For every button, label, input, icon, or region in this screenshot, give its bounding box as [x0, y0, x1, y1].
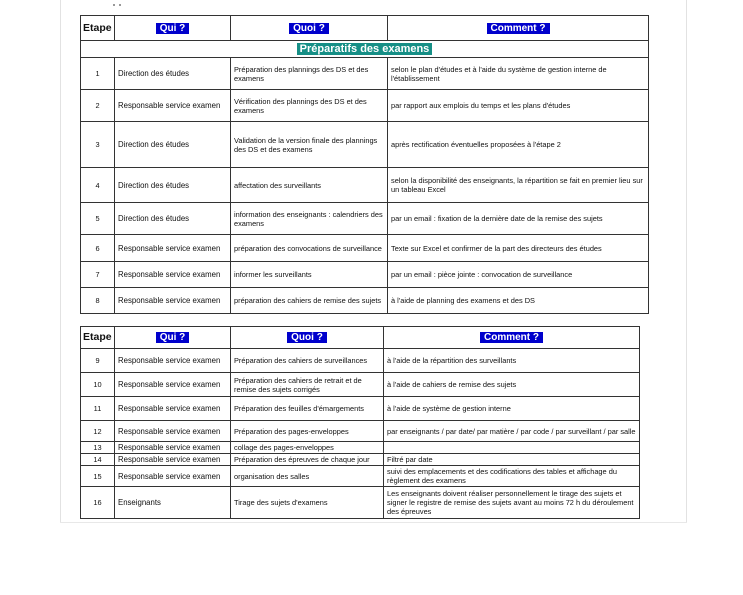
qui-cell: Responsable service examen — [115, 349, 231, 373]
table-row — [81, 442, 640, 454]
comment-cell: Les enseignants doivent réaliser personnellement le tirage des sujets et signer le registre de remise des sujets avant au moins 72 h du déroulement des épreuves — [384, 487, 640, 519]
qui-cell: Responsable service examen — [115, 262, 231, 288]
quoi-cell: affectation des surveillants — [231, 168, 388, 203]
page-bottom-edge — [60, 522, 687, 523]
comment-cell: à l'aide de cahiers de remise des sujets — [384, 373, 640, 397]
table-header-row — [81, 327, 640, 349]
qui-cell: Responsable service examen — [115, 373, 231, 397]
qui-cell: Responsable service examen — [115, 442, 231, 454]
table-row — [81, 373, 640, 397]
comment-cell — [384, 442, 640, 454]
header-qui: Qui ? — [115, 327, 231, 349]
quoi-cell: Préparation des cahiers de surveillances — [231, 349, 384, 373]
header-etape: Etape — [81, 16, 115, 41]
qui-cell: Responsable service examen — [115, 454, 231, 466]
comment-cell: Filtré par date — [384, 454, 640, 466]
table-header-row — [81, 16, 649, 41]
table-preparatifs-suite — [80, 326, 640, 519]
etape-cell: 13 — [81, 442, 115, 454]
table-row — [81, 288, 649, 314]
comment-cell: à l'aide de système de gestion interne — [384, 397, 640, 421]
header-comment: Comment ? — [384, 327, 640, 349]
etape-cell: 16 — [81, 487, 115, 519]
comment-cell: à l'aide de la répartition des surveillants — [384, 349, 640, 373]
quoi-cell: préparation des convocations de surveillance — [231, 235, 388, 262]
quoi-cell: organisation des salles — [231, 466, 384, 487]
section-title: Préparatifs des examens — [81, 41, 649, 58]
table-row — [81, 203, 649, 235]
table-row — [81, 421, 640, 442]
comment-cell: par un email : fixation de la dernière date de la remise des sujets — [388, 203, 649, 235]
etape-cell: 4 — [81, 168, 115, 203]
etape-cell: 14 — [81, 454, 115, 466]
etape-cell: 5 — [81, 203, 115, 235]
quoi-cell: Préparation des épreuves de chaque jour — [231, 454, 384, 466]
header-quoi: Quoi ? — [231, 16, 388, 41]
table-preparatifs — [80, 15, 649, 314]
header-qui: Qui ? — [115, 16, 231, 41]
etape-cell: 7 — [81, 262, 115, 288]
comment-cell: par un email : pièce jointe : convocation de surveillance — [388, 262, 649, 288]
qui-cell: Direction des études — [115, 122, 231, 168]
comment-cell: après rectification éventuelles proposées à l'étape 2 — [388, 122, 649, 168]
comment-cell: par rapport aux emplois du temps et les plans d'études — [388, 90, 649, 122]
comment-cell: suivi des emplacements et des codifications des tables et affichage du règlement des examens — [384, 466, 640, 487]
quoi-cell: informer les surveillants — [231, 262, 388, 288]
qui-cell: Direction des études — [115, 58, 231, 90]
comment-cell: par enseignants / par date/ par matière / par code / par surveillant / par salle — [384, 421, 640, 442]
etape-cell: 2 — [81, 90, 115, 122]
qui-cell: Responsable service examen — [115, 90, 231, 122]
table-row — [81, 168, 649, 203]
header-comment: Comment ? — [388, 16, 649, 41]
etape-cell: 12 — [81, 421, 115, 442]
quoi-cell: préparation des cahiers de remise des sujets — [231, 288, 388, 314]
etape-cell: 6 — [81, 235, 115, 262]
qui-cell: Responsable service examen — [115, 288, 231, 314]
etape-cell: 9 — [81, 349, 115, 373]
qui-cell: Enseignants — [115, 487, 231, 519]
qui-cell: Direction des études — [115, 203, 231, 235]
etape-cell: 8 — [81, 288, 115, 314]
quoi-cell: Préparation des feuilles d'émargements — [231, 397, 384, 421]
etape-cell: 3 — [81, 122, 115, 168]
table-row — [81, 262, 649, 288]
etape-cell: 10 — [81, 373, 115, 397]
table-row — [81, 466, 640, 487]
quoi-cell: Vérification des plannings des DS et des examens — [231, 90, 388, 122]
table-row — [81, 235, 649, 262]
comment-cell: selon la disponibilité des enseignants, la répartition se fait en premier lieu sur un tableau Excel — [388, 168, 649, 203]
quoi-cell: collage des pages-enveloppes — [231, 442, 384, 454]
quoi-cell: Validation de la version finale des plannings des DS et des examens — [231, 122, 388, 168]
quoi-cell: Préparation des cahiers de retrait et de remise des sujets corrigés — [231, 373, 384, 397]
etape-cell: 1 — [81, 58, 115, 90]
qui-cell: Direction des études — [115, 168, 231, 203]
header-quoi: Quoi ? — [231, 327, 384, 349]
comment-cell: Texte sur Excel et confirmer de la part des directeurs des études — [388, 235, 649, 262]
qui-cell: Responsable service examen — [115, 235, 231, 262]
qui-cell: Responsable service examen — [115, 397, 231, 421]
table-row — [81, 349, 640, 373]
qui-cell: Responsable service examen — [115, 421, 231, 442]
qui-cell: Responsable service examen — [115, 466, 231, 487]
quoi-cell: Tirage des sujets d'examens — [231, 487, 384, 519]
table-row — [81, 58, 649, 90]
table-row — [81, 90, 649, 122]
table-row — [81, 454, 640, 466]
quoi-cell: Préparation des pages-enveloppes — [231, 421, 384, 442]
table-row — [81, 122, 649, 168]
header-etape: Etape — [81, 327, 115, 349]
comment-cell: à l'aide de planning des examens et des DS — [388, 288, 649, 314]
quoi-cell: Préparation des plannings des DS et des examens — [231, 58, 388, 90]
table-row — [81, 397, 640, 421]
table-row — [81, 487, 640, 519]
comment-cell: selon le plan d'études et à l'aide du système de gestion interne de l'établissement — [388, 58, 649, 90]
etape-cell: 15 — [81, 466, 115, 487]
etape-cell: 11 — [81, 397, 115, 421]
quoi-cell: information des enseignants : calendriers des examens — [231, 203, 388, 235]
section-row — [81, 41, 649, 58]
